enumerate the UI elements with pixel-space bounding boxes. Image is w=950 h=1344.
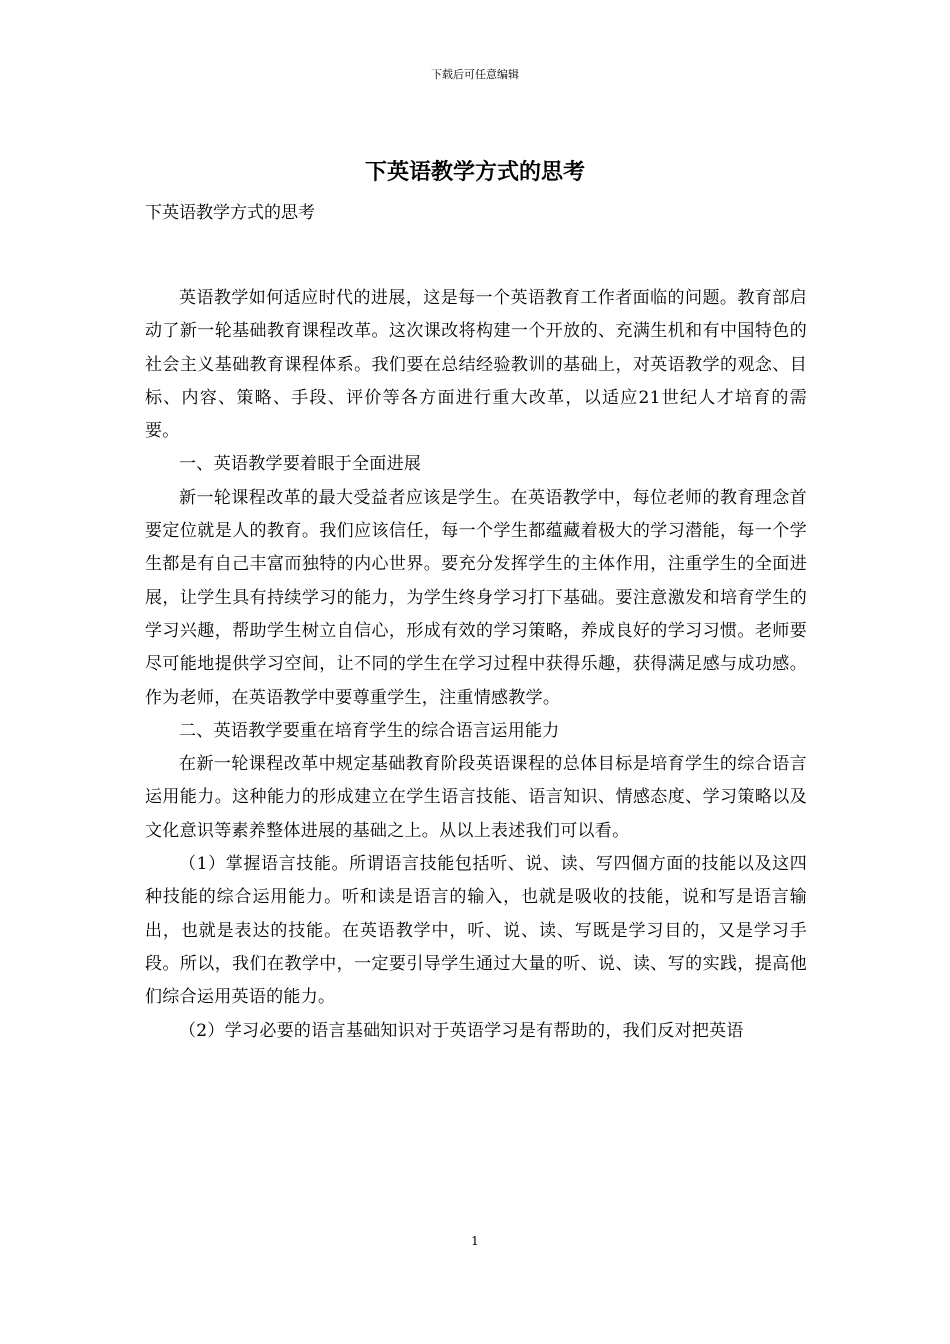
page-number: 1 bbox=[471, 1234, 479, 1248]
section-heading-1: 一、英语教学要着眼于全面进展 bbox=[179, 454, 422, 475]
paragraph-point-2: （2）学习必要的语言基础知识对于英语学习是有帮助的，我们反对把英语 bbox=[179, 1020, 744, 1041]
paragraph-section-1: 新一轮课程改革的最大受益者应该是学生。在英语教学中，每位老师的教育理念首要定位就是人的教育。我们应该信任，每一个学生都蕴藏着极大的学习潜能，每一个学生都是有自己丰富而独特的内心世界。要充分发挥学生的主体作用，注重学生的全面进展，让学生具有持续学习的能力，为学生终身学习打下基础。要注意激发和培育学生的学习兴趣，帮助学生树立自信心，形成有效的学习策略，养成良好的学习习惯。老师要尽可能地提供学习空间，让不同的学生在学习过程中获得乐趣，获得满足感与成功感。作为老师，在英语教学中要尊重学生，注重情感教学。 bbox=[145, 487, 807, 708]
section-heading-2: 二、英语教学要重在培育学生的综合语言运用能力 bbox=[179, 720, 560, 741]
paragraph-point-1: （1）掌握语言技能。所谓语言技能包括听、说、读、写四個方面的技能以及这四种技能的综合运用能力。听和读是语言的输入，也就是吸收的技能，说和写是语言输出，也就是表达的技能。在英语教学中，听、说、读、写既是学习目的，又是学习手段。所以，我们在教学中，一定要引导学生通过大量的听、说、读、写的实践，提高他们综合运用英语的能力。 bbox=[145, 854, 807, 1008]
document-body bbox=[145, 200, 807, 1048]
document-subtitle: 下英语教学方式的思考 bbox=[145, 203, 315, 223]
page-header: 下载后可任意编辑 bbox=[431, 68, 519, 81]
paragraph-section-2: 在新一轮课程改革中规定基础教育阶段英语课程的总体目标是培育学生的综合语言运用能力。这种能力的形成建立在学生语言技能、语言知识、情感态度、学习策略以及文化意识等素养整体进展的基础之上。从以上表述我们可以看。 bbox=[145, 754, 807, 841]
document-title: 下英语教学方式的思考 bbox=[364, 159, 585, 185]
paragraph-intro: 英语教学如何适应时代的进展，这是每一个英语教育工作者面临的问题。教育部启动了新一轮基础教育课程改革。这次课改将构建一个开放的、充满生机和有中国特色的社会主义基础教育课程体系。我们要在总结经验教训的基础上，对英语教学的观念、目标、内容、策略、手段、评价等各方面进行重大改革，以适应21世纪人才培育的需要。 bbox=[145, 288, 807, 442]
blank-line bbox=[145, 226, 807, 282]
